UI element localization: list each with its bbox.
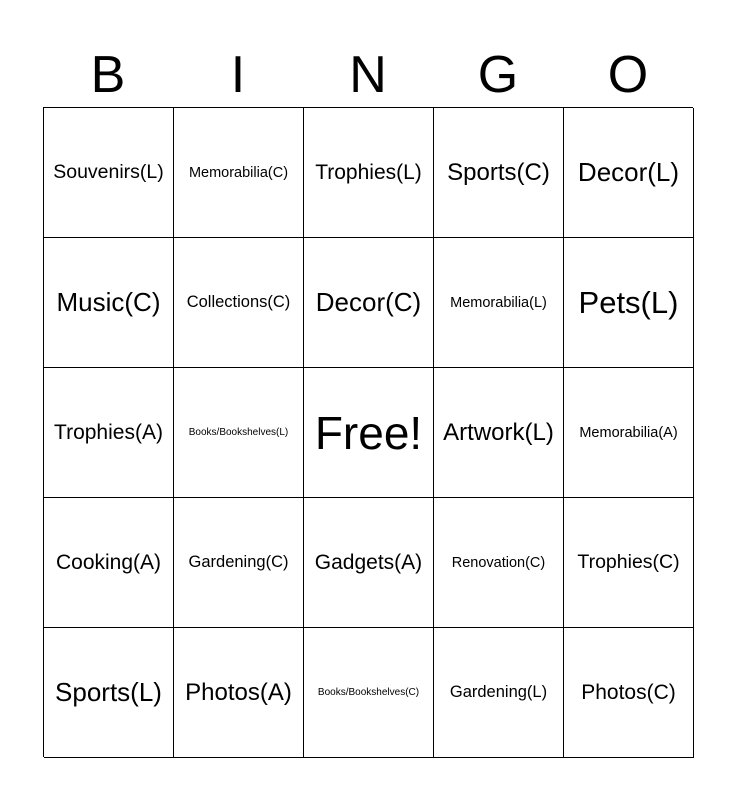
bingo-cell[interactable]: Gardening(L): [434, 628, 564, 758]
bingo-cell[interactable]: Renovation(C): [434, 498, 564, 628]
bingo-cell[interactable]: Gadgets(A): [304, 498, 434, 628]
bingo-cell[interactable]: Sports(L): [44, 628, 174, 758]
bingo-cell[interactable]: Decor(L): [564, 108, 694, 238]
bingo-cell[interactable]: Trophies(L): [304, 108, 434, 238]
header-letter-g: G: [477, 46, 519, 104]
bingo-cell[interactable]: Books/Bookshelves(L): [174, 368, 304, 498]
bingo-cell[interactable]: Decor(C): [304, 238, 434, 368]
bingo-cell[interactable]: Cooking(A): [44, 498, 174, 628]
bingo-cell[interactable]: Gardening(C): [174, 498, 304, 628]
bingo-cell[interactable]: Trophies(A): [44, 368, 174, 498]
bingo-cell[interactable]: Collections(C): [174, 238, 304, 368]
bingo-cell[interactable]: Music(C): [44, 238, 174, 368]
bingo-cell[interactable]: Memorabilia(L): [434, 238, 564, 368]
bingo-header: [43, 44, 693, 106]
bingo-cell[interactable]: Sports(C): [434, 108, 564, 238]
free-space-cell[interactable]: Free!: [304, 368, 434, 498]
header-letter-b: B: [90, 46, 126, 104]
bingo-cell[interactable]: Photos(A): [174, 628, 304, 758]
header-letter-i: I: [230, 46, 246, 104]
bingo-cell[interactable]: Memorabilia(A): [564, 368, 694, 498]
header-letter-o: O: [607, 46, 649, 104]
header-letter-n: N: [349, 46, 387, 104]
bingo-cell[interactable]: Photos(C): [564, 628, 694, 758]
bingo-card-grid: [43, 107, 693, 757]
bingo-cell[interactable]: Trophies(C): [564, 498, 694, 628]
bingo-cell[interactable]: Books/Bookshelves(C): [304, 628, 434, 758]
bingo-cell[interactable]: Souvenirs(L): [44, 108, 174, 238]
bingo-cell[interactable]: Artwork(L): [434, 368, 564, 498]
bingo-cell[interactable]: Memorabilia(C): [174, 108, 304, 238]
bingo-cell[interactable]: Pets(L): [564, 238, 694, 368]
